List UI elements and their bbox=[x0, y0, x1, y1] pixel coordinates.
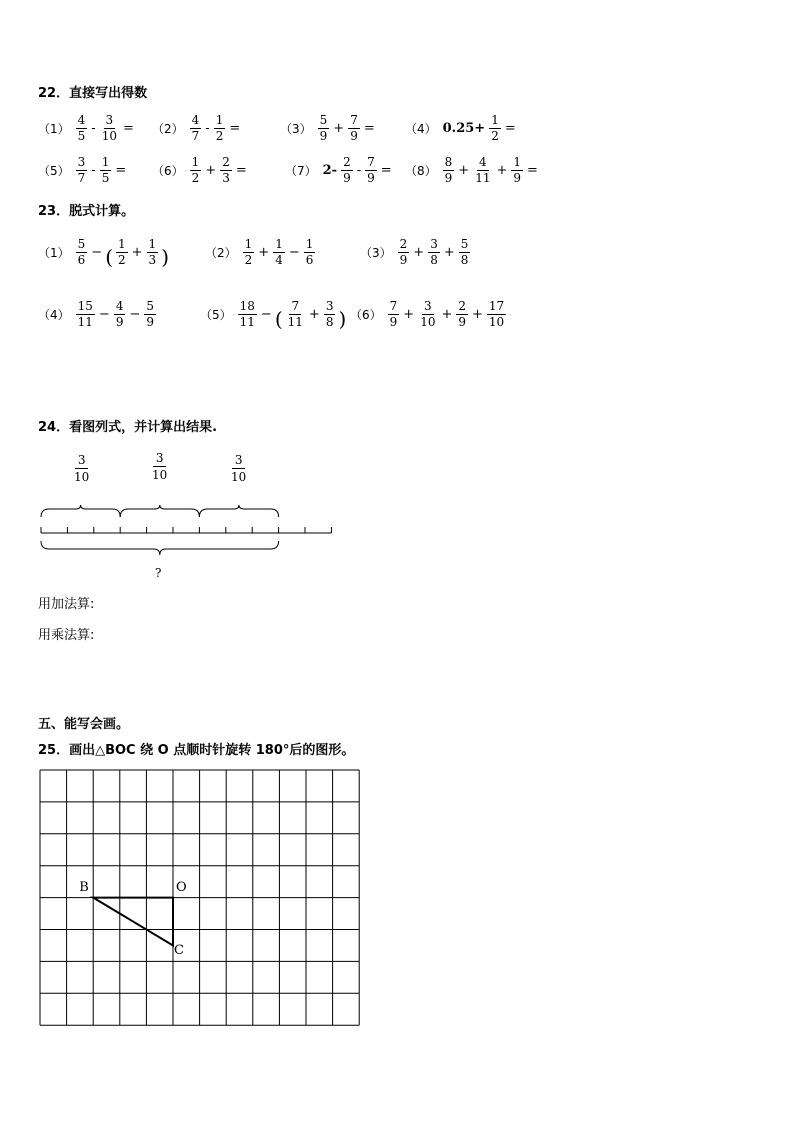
q22-item-3-index: （3） bbox=[280, 121, 312, 136]
point-b-label: B bbox=[79, 879, 89, 895]
operator: = bbox=[122, 120, 134, 136]
segment-label-3-den: 10 bbox=[231, 470, 247, 484]
numerator: 1 bbox=[148, 236, 157, 251]
parenthesis: ( bbox=[274, 307, 283, 331]
total-question-mark: ? bbox=[155, 566, 162, 580]
numerator: 5 bbox=[77, 236, 86, 251]
numerator: 8 bbox=[444, 154, 453, 169]
denominator: 10 bbox=[420, 314, 436, 329]
denominator: 2 bbox=[491, 128, 499, 143]
denominator: 9 bbox=[513, 170, 522, 185]
q23-item-6-index: （6） bbox=[350, 307, 382, 322]
denominator: 10 bbox=[488, 314, 505, 329]
operator: + bbox=[458, 162, 470, 178]
operator: − bbox=[129, 306, 141, 322]
operator: + bbox=[441, 306, 453, 322]
numerator: 1 bbox=[118, 236, 126, 251]
text-term: 0.25+ bbox=[442, 120, 486, 136]
operator: = bbox=[115, 162, 127, 178]
numerator: 1 bbox=[191, 154, 200, 169]
point-c-label: C bbox=[174, 943, 184, 959]
numerator: 18 bbox=[239, 298, 255, 313]
denominator: 11 bbox=[287, 314, 303, 329]
q24-title: 24．看图列式，并计算出结果. bbox=[38, 420, 218, 435]
total-brace bbox=[41, 541, 279, 555]
denominator: 2 bbox=[118, 252, 126, 267]
numerator: 1 bbox=[305, 236, 314, 251]
numerator: 2 bbox=[222, 154, 230, 169]
denominator: 9 bbox=[350, 128, 358, 143]
denominator: 8 bbox=[325, 314, 334, 329]
denominator: 9 bbox=[458, 314, 467, 329]
operator: = bbox=[527, 162, 538, 178]
numerator: 2 bbox=[458, 298, 467, 313]
numerator: 1 bbox=[244, 236, 253, 251]
operator: + bbox=[413, 244, 425, 260]
operator: + bbox=[205, 162, 217, 178]
q23-item-4-index: （4） bbox=[38, 307, 70, 322]
operator: − bbox=[260, 306, 272, 322]
denominator: 9 bbox=[389, 314, 398, 329]
operator: = bbox=[504, 120, 516, 136]
denominator: 2 bbox=[191, 170, 200, 185]
denominator: 10 bbox=[101, 128, 117, 143]
q23-title: 23．脱式计算。 bbox=[38, 204, 135, 219]
denominator: 8 bbox=[430, 252, 438, 267]
denominator: 7 bbox=[191, 128, 200, 143]
segment-brace-3 bbox=[199, 505, 278, 517]
denominator: 5 bbox=[101, 170, 110, 185]
denominator: 9 bbox=[444, 170, 453, 185]
text-term: 2- bbox=[322, 162, 338, 178]
q23-item-3-index: （3） bbox=[360, 245, 392, 260]
numerator: 7 bbox=[389, 298, 398, 313]
q22-title: 22．直接写出得数 bbox=[38, 86, 148, 101]
numerator: 7 bbox=[367, 154, 375, 169]
operator: = bbox=[363, 120, 375, 136]
numerator: 5 bbox=[460, 236, 469, 251]
segment-brace-2 bbox=[120, 505, 199, 517]
operator: = bbox=[229, 120, 241, 136]
q22-item-1-index: （1） bbox=[38, 121, 70, 136]
parenthesis: ( bbox=[105, 245, 113, 269]
numerator: 1 bbox=[513, 154, 522, 169]
parenthesis: ) bbox=[338, 307, 347, 331]
add-method-label: 用加法算: bbox=[38, 597, 95, 612]
segment-label-1-den: 10 bbox=[74, 470, 90, 484]
operator: + bbox=[258, 244, 270, 260]
segment-label-3-num: 3 bbox=[232, 452, 246, 469]
operator: + bbox=[131, 244, 143, 260]
q23-item-2-index: （2） bbox=[205, 245, 237, 260]
numerator: 1 bbox=[491, 112, 499, 127]
denominator: 9 bbox=[367, 170, 375, 185]
q22-item-7-index: （7） bbox=[285, 163, 317, 178]
numerator: 2 bbox=[343, 154, 351, 169]
denominator: 2 bbox=[244, 252, 253, 267]
denominator: 2 bbox=[215, 128, 224, 143]
denominator: 11 bbox=[239, 314, 255, 329]
numerator: 4 bbox=[191, 112, 200, 127]
numerator: 5 bbox=[146, 298, 155, 313]
numerator: 7 bbox=[291, 298, 300, 313]
numerator: 7 bbox=[350, 112, 358, 127]
operator: − bbox=[288, 244, 300, 260]
denominator: 9 bbox=[319, 128, 328, 143]
denominator: 8 bbox=[460, 252, 469, 267]
q22-item-8-index: （8） bbox=[405, 163, 437, 178]
operator: − bbox=[98, 306, 110, 322]
operator: + bbox=[472, 306, 483, 322]
numerator: 17 bbox=[488, 298, 505, 313]
segment-brace-1 bbox=[41, 505, 120, 517]
denominator: 6 bbox=[77, 252, 86, 267]
numerator: 4 bbox=[115, 298, 124, 313]
numerator: 3 bbox=[424, 298, 432, 313]
numerator: 3 bbox=[430, 236, 438, 251]
operator: + bbox=[403, 306, 415, 322]
denominator: 11 bbox=[475, 170, 491, 185]
denominator: 5 bbox=[77, 128, 86, 143]
mul-method-label: 用乘法算: bbox=[38, 628, 95, 643]
denominator: 9 bbox=[115, 314, 124, 329]
operator: + bbox=[443, 244, 455, 260]
triangle-boc-shape bbox=[93, 898, 173, 946]
denominator: 4 bbox=[275, 252, 283, 267]
segment-label-2-den: 10 bbox=[152, 468, 168, 482]
triangle-boc bbox=[93, 898, 173, 946]
numerator: 4 bbox=[77, 112, 86, 127]
numerator: 1 bbox=[101, 154, 110, 169]
segment-label-1-num: 3 bbox=[75, 452, 89, 469]
numerator: 4 bbox=[479, 154, 487, 169]
operator: + bbox=[496, 162, 508, 178]
denominator: 3 bbox=[148, 252, 157, 267]
denominator: 6 bbox=[305, 252, 314, 267]
operator: + bbox=[308, 306, 320, 322]
q22-item-6-index: （6） bbox=[152, 163, 184, 178]
denominator: 11 bbox=[77, 314, 93, 329]
numerator: 1 bbox=[275, 236, 283, 251]
q22-item-2-index: （2） bbox=[152, 121, 184, 136]
numerator: 1 bbox=[215, 112, 224, 127]
numerator: 3 bbox=[105, 112, 114, 127]
numerator: 3 bbox=[325, 298, 334, 313]
q25-title: 25．画出△BOC 绕 O 点顺时针旋转 180°后的图形。 bbox=[38, 743, 355, 758]
grid bbox=[40, 770, 359, 1025]
operator: = bbox=[380, 162, 392, 178]
operator: - bbox=[356, 162, 362, 178]
denominator: 7 bbox=[77, 170, 86, 185]
operator: − bbox=[91, 244, 103, 260]
q22-item-5-index: （5） bbox=[38, 163, 70, 178]
denominator: 3 bbox=[222, 170, 230, 185]
denominator: 9 bbox=[146, 314, 155, 329]
segment-label-2-num: 3 bbox=[153, 450, 167, 467]
numerator: 3 bbox=[77, 154, 86, 169]
numerator: 5 bbox=[319, 112, 328, 127]
parenthesis: ) bbox=[161, 245, 169, 269]
operator: + bbox=[333, 120, 345, 136]
denominator: 9 bbox=[399, 252, 408, 267]
q23-item-1-index: （1） bbox=[38, 245, 70, 260]
numerator: 2 bbox=[399, 236, 408, 251]
point-o-label: O bbox=[176, 879, 187, 895]
q22-item-4-index: （4） bbox=[405, 121, 437, 136]
operator: - bbox=[91, 162, 96, 178]
q23-item-5-index: （5） bbox=[200, 307, 232, 322]
operator: - bbox=[91, 120, 96, 136]
section5-title: 五、能写会画。 bbox=[38, 717, 130, 732]
number-line bbox=[41, 505, 331, 555]
numerator: 15 bbox=[77, 298, 93, 313]
denominator: 9 bbox=[343, 170, 351, 185]
operator: = bbox=[235, 162, 247, 178]
operator: - bbox=[205, 120, 210, 136]
